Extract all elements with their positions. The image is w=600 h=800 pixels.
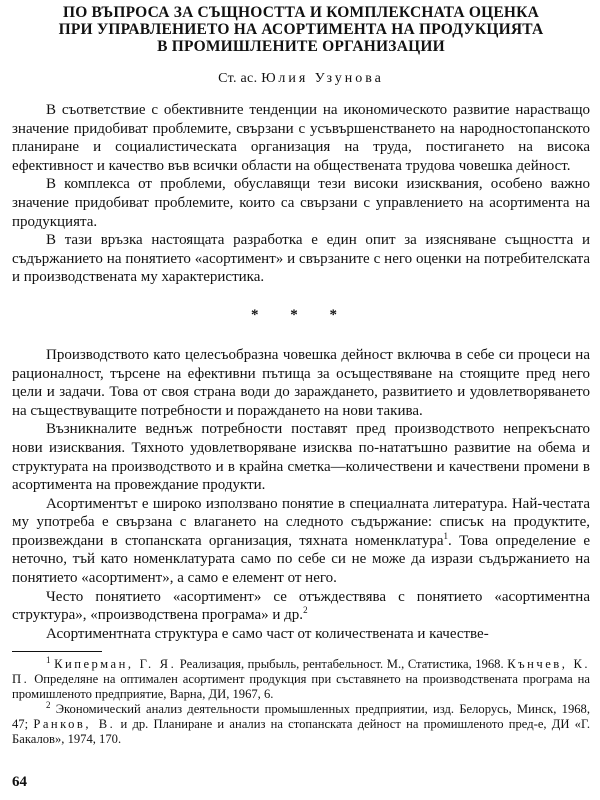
title-line-2: ПРИ УПРАВЛЕНИЕТО НА АСОРТИМЕНТА НА ПРОДУКЦИЯТА (58, 21, 544, 38)
footnote-2-text-1: Экономический анализ деятельности промышленных предприятии, изд. Белорусь, Минск, 1968, 47; (12, 702, 590, 732)
intro-paragraph-3: В тази връзка настоящата разработка е един опит за изясняване същността и съдържанието на понятието «асортимент» и свързаните с него оценки на потребителската и производствената му характеристика. (12, 232, 590, 286)
footnote-1-author-2: Кънчев, К. П. (12, 657, 590, 687)
body-paragraph-1: Производството като целесъобразна човешка дейност включва в себе си процеси на рационалност, търсене на ефективни пътища за осъществяване на стоящите пред него цели и задачи. Това от своя страна води до зараждането, развитието и удовлетворяването на съществуващите потребности и пораждането на нови такива. (12, 346, 590, 419)
intro-paragraph-1: В съответствие с обективните тенденции на икономическото развитие нарастващо значение придобиват проблемите, свързани с усъвършенстването на народностопанското планиране и социалистическата организация на труда, постигането на висока ефективност и качество във всички области на обществената трудова човешка дейност. (12, 102, 590, 174)
intro-paragraph-2: В комплекса от проблеми, обуславящи тези високи изисквания, особено важно значение придобиват проблемите, които са свързани с управлението на асортимента на продукцията. (12, 176, 590, 230)
intro-section (12, 101, 590, 287)
footnote-1 (12, 657, 590, 702)
footnote-2-author: Ранков, В. (33, 717, 116, 732)
footnote-2 (12, 702, 590, 747)
author-line (12, 71, 590, 87)
main-section (12, 346, 590, 644)
title-line-1: ПО ВЪПРОСА ЗА СЪЩНОСТТА И КОМПЛЕКСНАТА ОЦЕНКА (62, 4, 540, 21)
page-number: 64 (12, 774, 27, 790)
paragraph-3-text-a: Асортиментът е широко използвано понятие в специалната литература. Най-честата му употреба е свързана с влагането на следното съдържание: списък на продуктите, произвеждани в стопанската организация, тяхната номенклатура (12, 495, 590, 549)
footnote-2-mark: 2 (46, 700, 51, 711)
article-title (12, 4, 590, 55)
footnote-ref-2[interactable]: 2 (303, 605, 308, 616)
body-paragraph-4 (12, 588, 590, 625)
body-paragraph-2: Възникналите веднъж потребности поставят пред производството непрекъснато нови изисквания. Тяхното удовлетворяване изисква по-нататъшно развитие на обема и структурата на производството и в крайна сметка—количествени и качествени промени в асортимента на провеждание продукти. (12, 421, 590, 494)
footnote-1-mark: 1 (46, 655, 51, 666)
footnote-1-text-1: Реализация, прыбыль, рентабельност. М., Статистика, 1968. (176, 657, 508, 672)
footnote-2-text-2: и др. Планиране и анализ на стопанската дейност на промишленото пред-е, ДИ «Г. Бакалов», 1974, 170. (12, 717, 590, 747)
footnote-1-author-1: Киперман, Г. Я. (54, 657, 177, 672)
section-separator: * * * (251, 306, 351, 323)
paragraph-4-text: Често понятието «асортимент» се отъждествява с понятието «асортиментна структура», «производствена програма» и др. (12, 588, 590, 624)
author-name: Юлия Узунова (261, 71, 384, 86)
body-paragraph-3 (12, 495, 590, 588)
paragraph-3-text-b: . Това определение е неточно, тъй като номенклатурата само по себе си не може да изрази съдържанието на понятието «асортимент», а само е елемент от него. (12, 532, 590, 587)
author-rank: Ст. ас. (218, 71, 258, 86)
title-line-3: В ПРОМИШЛЕНИТЕ ОРГАНИЗАЦИИ (157, 38, 445, 55)
footnotes (12, 657, 590, 747)
footnote-ref-1[interactable]: 1 (443, 530, 449, 541)
footnote-1-text-2: Определяне на оптимален асортимент продукция при съставянето на производствената програма на промишленото предприятие, Варна, ДИ, 1967, 6. (12, 672, 590, 702)
body-paragraph-5: Асортиментната структура е само част от количествената и качестве- (46, 625, 489, 642)
footnote-divider (12, 651, 102, 652)
